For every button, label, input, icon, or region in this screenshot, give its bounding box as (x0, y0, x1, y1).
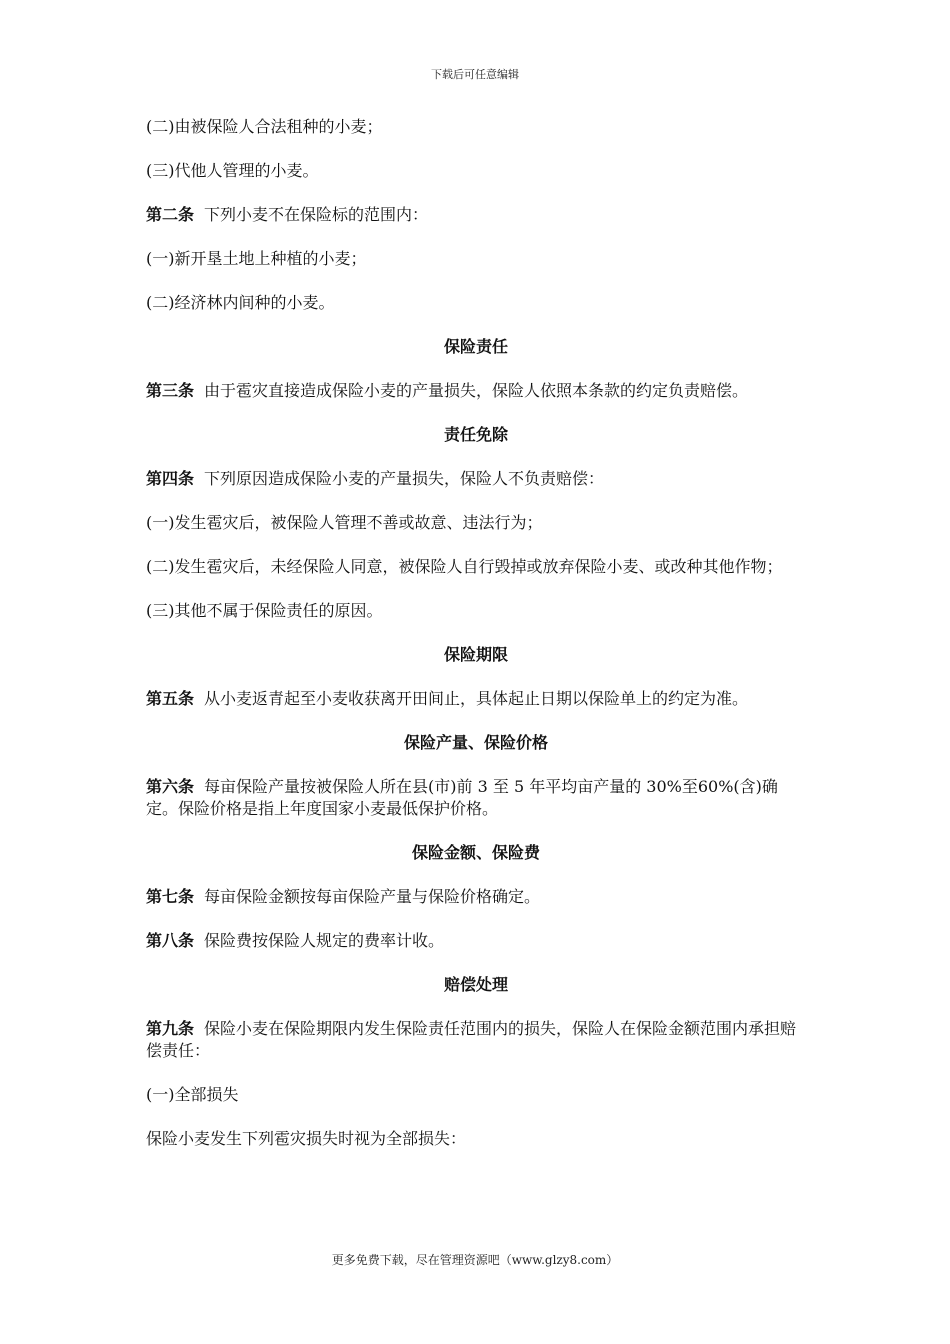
section-heading: 赔偿处理 (443, 975, 508, 994)
article-9 (146, 1018, 806, 1062)
article-7 (146, 886, 806, 908)
section-heading: 保险责任 (443, 337, 508, 356)
article-4 (146, 468, 806, 490)
clause-item: (一)新开垦土地上种植的小麦； (146, 249, 367, 268)
clause-item: (二)发生雹灾后，未经保险人同意，被保险人自行毁掉或放弃保险小麦、或改种其他作物； (146, 557, 783, 576)
article-label: 第四条 (146, 469, 195, 488)
section-heading: 保险金额、保险费 (411, 843, 540, 862)
article-label: 第八条 (146, 931, 195, 950)
article-text: 保险小麦在保险期限内发生保险责任范围内的损失，保险人在保险金额范围内承担赔偿责任： (146, 1019, 797, 1060)
clause-item: (二)经济林内间种的小麦。 (146, 293, 335, 312)
clause-item: (三)其他不属于保险责任的原因。 (146, 601, 383, 620)
article-5 (146, 688, 806, 710)
clause-item: (一)发生雹灾后，被保险人管理不善或故意、违法行为； (146, 513, 543, 532)
section-heading: 责任免除 (443, 425, 508, 444)
article-text: 下列小麦不在保险标的范围内： (204, 205, 429, 224)
article-6 (146, 776, 806, 820)
section-heading: 保险期限 (443, 645, 508, 664)
article-label: 第九条 (146, 1019, 195, 1038)
article-text: 从小麦返青起至小麦收获离开田间止，具体起止日期以保险单上的约定为准。 (204, 689, 749, 708)
article-label: 第三条 (146, 381, 195, 400)
article-label: 第七条 (146, 887, 195, 906)
section-heading: 保险产量、保险价格 (403, 733, 548, 752)
document-body (146, 116, 806, 1172)
article-label: 第二条 (146, 205, 195, 224)
clause-item: 保险小麦发生下列雹灾损失时视为全部损失： (146, 1129, 467, 1148)
article-8 (146, 930, 806, 952)
article-text: 每亩保险产量按被保险人所在县(市)前 3 至 5 年平均亩产量的 30%至60%(含)确定。保险价格是指上年度国家小麦最低保护价格。 (146, 777, 778, 818)
clause-item: (三)代他人管理的小麦。 (146, 161, 319, 180)
clause-item: (一)全部损失 (146, 1085, 239, 1104)
clause-item: (二)由被保险人合法租种的小麦； (146, 117, 383, 136)
page-footer: 更多免费下载，尽在管理资源吧（www.glzy8.com） (331, 1253, 619, 1267)
article-text: 每亩保险金额按每亩保险产量与保险价格确定。 (204, 887, 541, 906)
article-text: 由于雹灾直接造成保险小麦的产量损失，保险人依照本条款的约定负责赔偿。 (204, 381, 749, 400)
article-text: 保险费按保险人规定的费率计收。 (204, 931, 445, 950)
article-2 (146, 204, 806, 226)
article-label: 第五条 (146, 689, 195, 708)
article-3 (146, 380, 806, 402)
page-header: 下载后可任意编辑 (431, 68, 519, 81)
article-text: 下列原因造成保险小麦的产量损失，保险人不负责赔偿： (204, 469, 605, 488)
article-label: 第六条 (146, 777, 195, 796)
